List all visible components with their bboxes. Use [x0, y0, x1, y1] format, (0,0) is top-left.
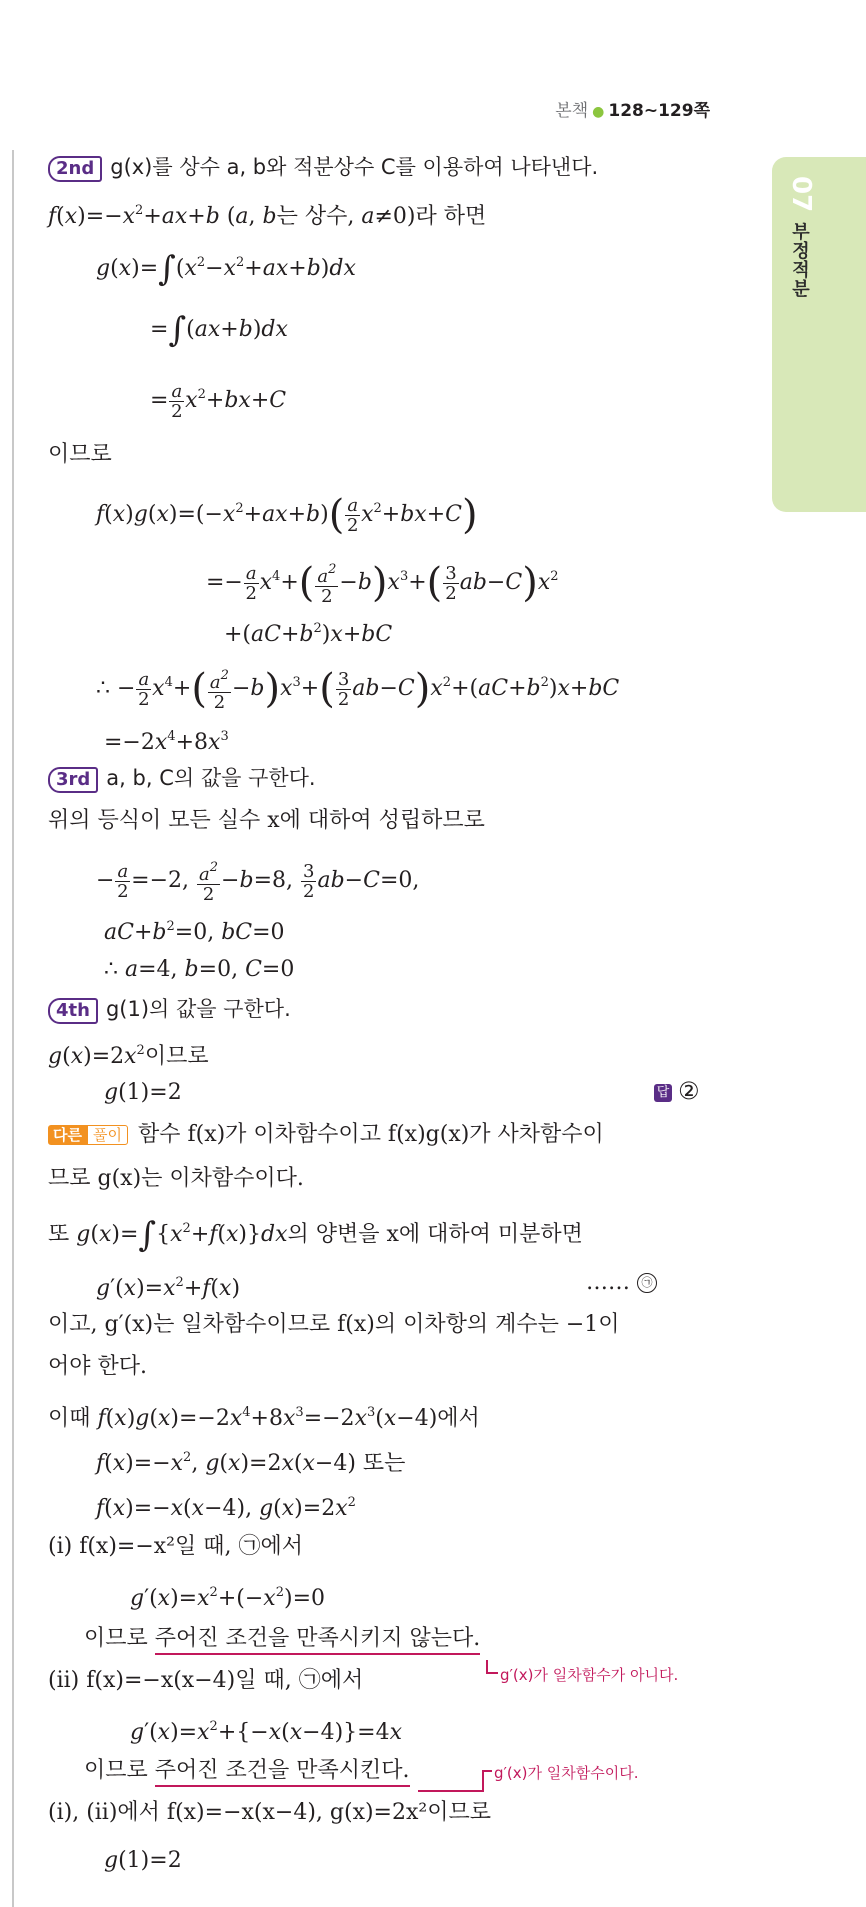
condition-not-satisfied: 주어진 조건을 만족시키지 않는다. [155, 1626, 481, 1655]
text-line: 어야 한다. [48, 1354, 147, 1379]
final-equation: g(1)=2 [104, 1848, 182, 1873]
equation-line: − $\frac{a}{2}$ =−2, $\frac{a^2}{2}$ −b=8, $\frac{3}{2}$ ab−C=0, [96, 860, 420, 905]
text-line: 함수 f(x)가 이차함수이고 f(x)g(x)가 사차함수이 [137, 1122, 604, 1147]
note-leader [418, 1790, 482, 1792]
text-so: 이므로 [144, 1044, 209, 1069]
case-1-line: (i) f(x)=−x²일 때, ㉠에서 [48, 1534, 303, 1559]
equation-line: $g'(x)=x^2+(-x^2)=0$ [130, 1585, 325, 1611]
note-leader [482, 1770, 484, 1792]
alt-solution-badge: 다른 풀이 [48, 1120, 128, 1150]
equation-line: $f(x)g(x)=(-x^2+ax+b)$( $\frac{a}{2}$ $x^2+bx+C$) [96, 492, 478, 538]
note-leader [482, 1770, 492, 1772]
answer-value: ② [678, 1077, 700, 1105]
text-line: 위의 등식이 모든 실수 x에 대하여 성립하므로 [48, 808, 485, 833]
text-line: 이므로 [48, 442, 112, 467]
equation-line: f(x)=−x(x−4), $g(x)=2x^2$ [96, 1495, 356, 1521]
step-text: g(x)를 상수 a, b와 적분상수 C를 이용하여 나타낸다. [110, 155, 599, 179]
equation-line: ∴ − $\frac{a}{2}$ $x^4+$( $\frac{a^2}{2}$ $-b)x^3+$( $\frac{3}{2}$ $ab-C)x^2+(aC+b^2)x+bC$ [96, 666, 620, 713]
step-text: g(1)의 값을 구한다. [105, 997, 291, 1021]
equation-line: =∫(ax+b)dx [150, 310, 288, 350]
case-1-result: 이므로 주어진 조건을 만족시키지 않는다. [84, 1624, 480, 1654]
condition-satisfied: 주어진 조건을 만족시킨다. [155, 1758, 410, 1787]
equation-line: $g(x)=2x^2$이므로 [48, 1043, 209, 1069]
equation-line: 이때 $f(x)g(x)=-2x^4+8x^3=-2x^3(x-4)$에서 [48, 1405, 480, 1431]
text-line: 이고, g′(x)는 일차함수이므로 f(x)의 이차항의 계수는 −1이 [48, 1312, 620, 1337]
step-badge: 2nd [48, 156, 102, 182]
equation-line: $g'(x)=x^2+f(x)$ [96, 1275, 241, 1301]
equation-line: $aC+b^2=0$, bC=0 [104, 919, 285, 945]
page-range: 128~129쪽 [608, 101, 710, 121]
bullet-icon: ● [592, 104, 605, 120]
step-badge: 4th [48, 998, 98, 1024]
note-leader [486, 1672, 498, 1674]
equation-line: $g'(x)=x^2+\{-x(x-4)\}=4x$ [130, 1719, 403, 1745]
equation-marker: …… ㉠ [586, 1268, 657, 1298]
step-badge: 3rd [48, 767, 98, 793]
chapter-title: 부정적분 [789, 222, 810, 298]
step-2-heading [48, 152, 598, 183]
equation-line: $+(aC+b^2)x+bC$ [224, 621, 393, 647]
equation-line: = $\frac{a}{2}$ $x^2+bx+C$ [150, 380, 287, 422]
step-3-heading [48, 763, 316, 794]
answer-mark [654, 1076, 700, 1108]
step-text: a, b, C의 값을 구한다. [106, 766, 316, 790]
marker-icon: ㉠ [637, 1273, 657, 1293]
note-linear: g′(x)가 일차함수이다. [494, 1764, 639, 1782]
equation-line: 또 $g(x)=\int\{x^2+f(x)\}dx$의 양변을 x에 대하여 미분하면 [48, 1215, 583, 1255]
equation-line: =− $\frac{a}{2}$ $x^4+$( $\frac{a^2}{2}$ $-b)x^3+$( $\frac{3}{2}$ $ab-C)x^2$ [206, 560, 559, 607]
case-2-line: (ii) f(x)=−x(x−4)일 때, ㉠에서 [48, 1668, 364, 1693]
book-label: 본책 [555, 101, 589, 121]
left-margin-rule [12, 150, 14, 1907]
chapter-number: 07 [786, 176, 816, 213]
equation-line: $f(x)=-x^2$, g(x)=2x(x−4) 또는 [96, 1450, 406, 1476]
final-line: (i), (ii)에서 f(x)=−x(x−4), g(x)=2x²이므로 [48, 1800, 491, 1825]
case-2-result: 이므로 주어진 조건을 만족시킨다. [84, 1756, 410, 1786]
equation-line: $=-2x^4+8x^3$ [104, 729, 229, 755]
page-reference [555, 96, 710, 121]
alt-solution-intro [48, 1120, 604, 1150]
note-not-linear: g′(x)가 일차함수가 아니다. [500, 1666, 679, 1684]
equation-line: $g(x)=\int(x^2-x^2+ax+b)dx$ [96, 249, 356, 289]
answer-icon: 답 [654, 1084, 672, 1102]
equation-line: ∴ a=4, b=0, C=0 [104, 957, 295, 982]
equation-line: $f(x)=-x^2+ax+b$ (a, b는 상수, a≠0)라 하면 [48, 203, 487, 229]
text-line: 므로 g(x)는 이차함수이다. [48, 1166, 304, 1191]
equation-line: g(1)=2 [104, 1080, 182, 1105]
step-4-heading [48, 994, 291, 1025]
